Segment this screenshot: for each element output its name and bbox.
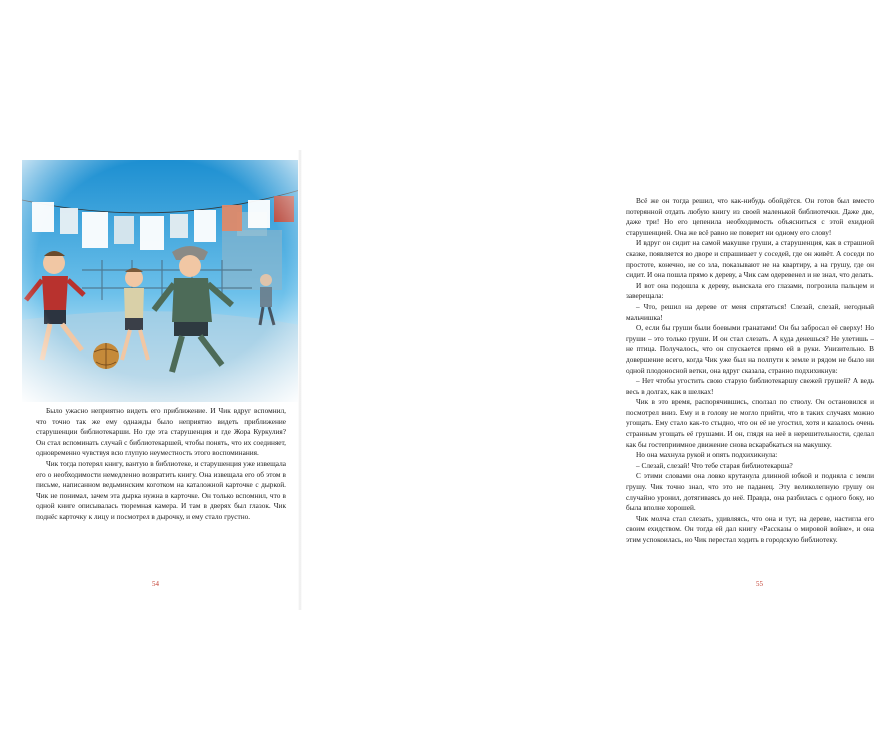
paragraph: Чик тогда потерял книгу, вантую в библиотеке, и старушенция уже извещала его о необходимости немедленно возвратить книгу. Она извещала его об этом в письме, написанном ведьминским коготком на каталожной карточке с дыркой. Чик не понимал, зачем эта дырка нужна в карточке. Он только вспомнил, что в одной книге описывалась тюремная камера. И там в дверях был глазок. Чик поднёс карточку к лицу и посмотрел в дырочку, и ему стало грустно. bbox=[36, 458, 286, 521]
paragraph: Чик молча стал слезать, удивляясь, что она и тут, на дереве, настигла его своим ехидством. Он тогда ей дал книгу «Рассказы о мировой войне», и она этим успокоилась, но Чик перестал ходить в городскую библиотеку. bbox=[626, 513, 874, 544]
page-number: 55 bbox=[756, 580, 763, 588]
paragraph: – Нет чтобы угостить свою старую библиотекаршу свежей грушей? А ведь весь в долгах, как в шелках! bbox=[626, 376, 874, 396]
right-page bbox=[300, 0, 874, 750]
children-playing-football-illustration bbox=[22, 160, 300, 402]
paragraph: О, если бы груши были боевыми гранатами! Он бы забросал её сверху! Но груши – это только груши. И он стал слезать. А куда денешься? Не улетишь – не птица. Получалось, что он спускается прямо ей в руки. Унизительно. В довершение всего, когда Чик уже был на полпути к земле и рядом не было ни одной плодоносной ветки, она вдруг сказала, странно подхихикнув: bbox=[626, 323, 874, 375]
right-page-text bbox=[626, 196, 874, 546]
paragraph: Но она махнула рукой и опять подхихикнула: bbox=[636, 450, 778, 460]
left-page-text bbox=[36, 406, 286, 523]
paragraph: И вот она подошла к дереву, выискала его глазами, погрозила пальцем и заверещала: bbox=[626, 280, 874, 301]
paragraph: И вдруг он сидит на самой макушке груши, а старушенция, как в страшной сказке, появляется во дворе и спрашивает у соседей, где он живёт. А соседи по простоте, конечно, не со зла, показывают не на квартиру, а на грушу, где он сидит. И она пошла прямо к дереву, а Чик сам одеревенел и не знал, что делать. bbox=[626, 238, 874, 280]
page-number: 54 bbox=[152, 580, 159, 588]
paragraph: С этими словами она ловко крутанула длинной юбкой и подняла с земли грушу. Чик точно знал, что это не паданец. Эту великолепную грушу он случайно уронил, дотягиваясь до неё. Правда, она разбилась с одного боку, но была вполне хорошей. bbox=[626, 471, 874, 513]
paragraph: Чик в это время, распорячившись, сползал по стволу. Он остановился и посмотрел вниз. Ему и в голову не могло прийти, что в таких случаях можно угощать. Ему стало как-то стыдно, что он её не угостил, хотя и казалось очень странным угощать её грушами. И он, глядя на неё в нерешительности, сделал как бы гостеприимное движение снова вскарабкаться на макушку. bbox=[626, 397, 874, 449]
paragraph: – Слезай, слезай! Что тебе старая библиотекарша? bbox=[636, 460, 793, 470]
paragraph: Было ужасно неприятно видеть его приближение. И Чик вдруг вспомнил, что точно так же ему однажды было неприятно видеть приближение старушенции библиотекарши. Но где эта старушенция и где Жора Куркулия? Он стал вспоминать случай с библиотекаршей, чтобы понять, что их соединяет, одновременно чувствуя всю глупую неуместность этого воспоминания. bbox=[36, 406, 286, 458]
paragraph: Всё же он тогда решил, что как-нибудь обойдётся. Он готов был вместо потерянной отдать любую книгу из своей маленькой библиотечки. Даже две, даже три! Но его цепенила необходимость объясниться с этой ехидной старушенцией. Она же всё равно не поверит ни одному его слову! bbox=[626, 196, 874, 237]
paragraph: – Что, решил на дереве от меня спрятаться! Слезай, слезай, негодный мальчишка! bbox=[626, 301, 874, 322]
left-page bbox=[0, 0, 300, 750]
